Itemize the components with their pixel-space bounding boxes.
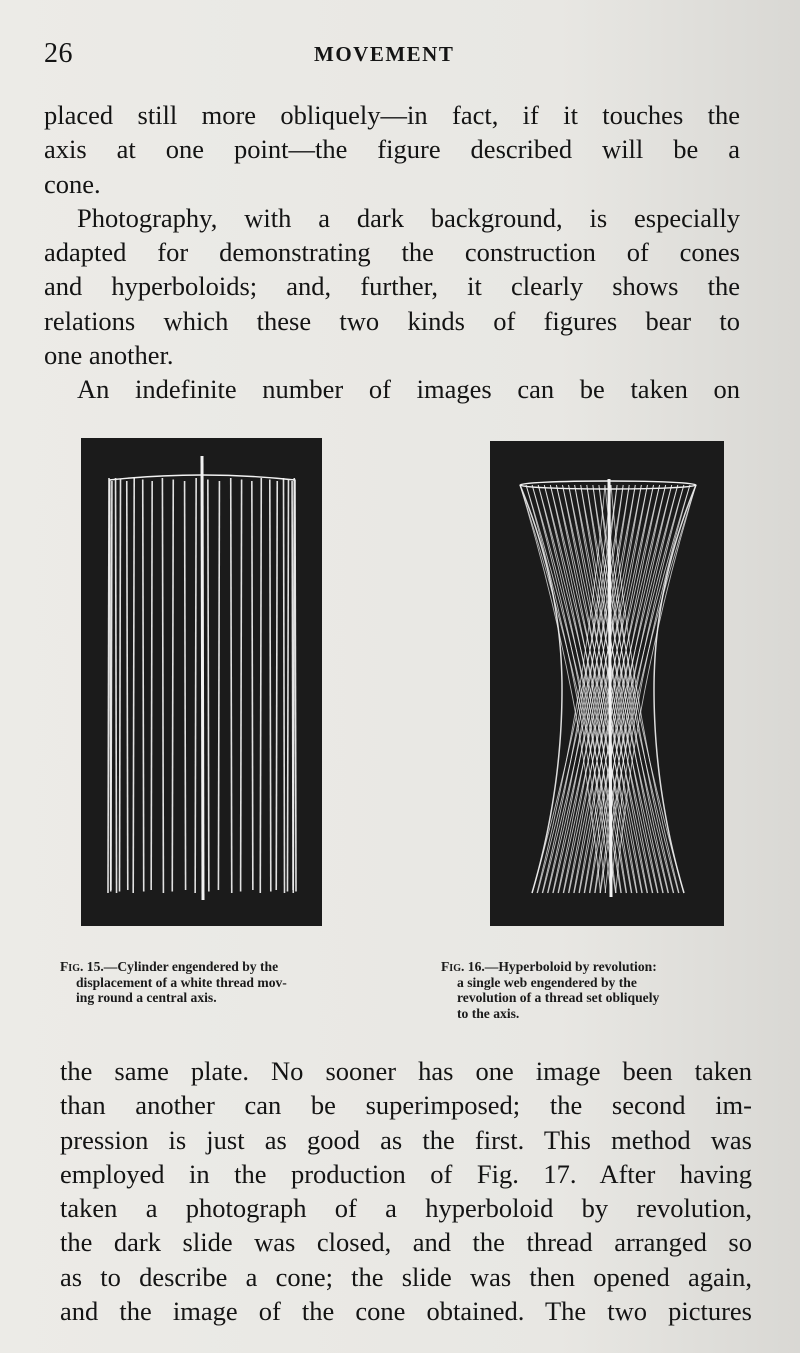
cylinder-thread <box>293 478 294 893</box>
central-axis <box>202 456 203 900</box>
page-header <box>44 38 740 68</box>
text-line: An indefinite number of images can be taken on <box>77 374 740 405</box>
text-line: Photography, with a dark background, is especially <box>77 202 740 233</box>
cylinder-thread <box>185 481 186 890</box>
hyperboloid-web-illustration <box>490 441 724 926</box>
cylinder-thread <box>287 480 288 892</box>
text-line: the same plate. No sooner has one image been taken <box>60 1056 752 1086</box>
text-line: as to describe a cone; the slide was then opened again, <box>60 1261 752 1292</box>
text-line: adapted for demonstrating the construction of cones <box>44 237 740 268</box>
cylinder-thread <box>260 478 261 893</box>
text-line: relations which these two kinds of figures bear to <box>44 305 740 336</box>
cylinder-thread <box>241 480 242 892</box>
caption-line: displacement of a white thread mov- <box>76 974 287 990</box>
cylinder-thread <box>108 478 109 893</box>
figure-label: Fig. 16. <box>441 959 485 974</box>
cylinder-thread <box>127 481 128 890</box>
cylinder-thread <box>295 480 296 892</box>
figure-label: Fig. 15. <box>60 959 104 974</box>
cylinder-thread <box>111 481 112 890</box>
cylinder-thread <box>270 480 271 892</box>
text-line: pression is just as good as the first. This method was <box>60 1124 752 1155</box>
cylinder-thread <box>143 480 144 892</box>
caption-line: Fig. 16.—Hyperboloid by revolution: <box>441 959 657 974</box>
text-line: employed in the production of Fig. 17. After having <box>60 1158 752 1189</box>
cylinder-thread <box>195 478 196 893</box>
text-line: one another. <box>44 340 174 371</box>
page-number: 26 <box>44 38 73 69</box>
cylinder-thread <box>120 480 121 892</box>
paragraph-4 <box>60 1054 752 1328</box>
bottom-text-block <box>60 1054 752 1328</box>
cylinder-thread <box>151 481 152 890</box>
text-line: and hyperboloids; and, further, it clearly shows the <box>44 271 740 302</box>
figure-16-photo <box>490 441 724 926</box>
cylinder-thread <box>276 481 277 890</box>
cylinder-thread <box>133 478 134 893</box>
top-text-block <box>44 98 740 407</box>
text-line: than another can be superimposed; the second im- <box>60 1090 752 1121</box>
paragraph-2 <box>44 201 740 372</box>
cylinder-thread <box>231 478 232 893</box>
caption-line: a single web engendered by the <box>457 974 637 990</box>
running-head: MOVEMENT <box>314 42 455 66</box>
cylinder-threads-illustration <box>81 438 322 926</box>
cylinder-thread <box>162 478 163 893</box>
text-line: axis at one point—the figure described will be a <box>44 134 740 165</box>
cylinder-thread <box>252 481 253 890</box>
cylinder-thread <box>172 480 173 892</box>
cylinder-thread <box>208 480 209 892</box>
caption-line: to the axis. <box>457 1005 520 1021</box>
paragraph-3 <box>44 372 740 406</box>
text-line: the dark slide was closed, and the thread arranged so <box>60 1227 752 1258</box>
figure-15-caption <box>60 959 380 1006</box>
caption-line: ing round a central axis. <box>76 990 217 1005</box>
text-line: taken a photograph of a hyperboloid by revolution, <box>60 1193 752 1224</box>
figure-15-photo <box>81 438 322 926</box>
cylinder-thread <box>116 478 117 893</box>
text-line: cone. <box>44 168 101 199</box>
caption-line: revolution of a thread set obliquely <box>457 990 660 1005</box>
central-axis <box>609 479 611 897</box>
text-line: and the image of the cone obtained. The two pictures <box>60 1296 752 1327</box>
cylinder-thread <box>218 481 219 890</box>
caption-line: Fig. 15.—Cylinder engendered by the <box>60 959 279 974</box>
cylinder-thread <box>283 478 284 893</box>
text-line: placed still more obliquely—in fact, if it touches the <box>44 100 740 130</box>
paragraph-1 <box>44 98 740 201</box>
figure-16-caption <box>441 959 756 1021</box>
